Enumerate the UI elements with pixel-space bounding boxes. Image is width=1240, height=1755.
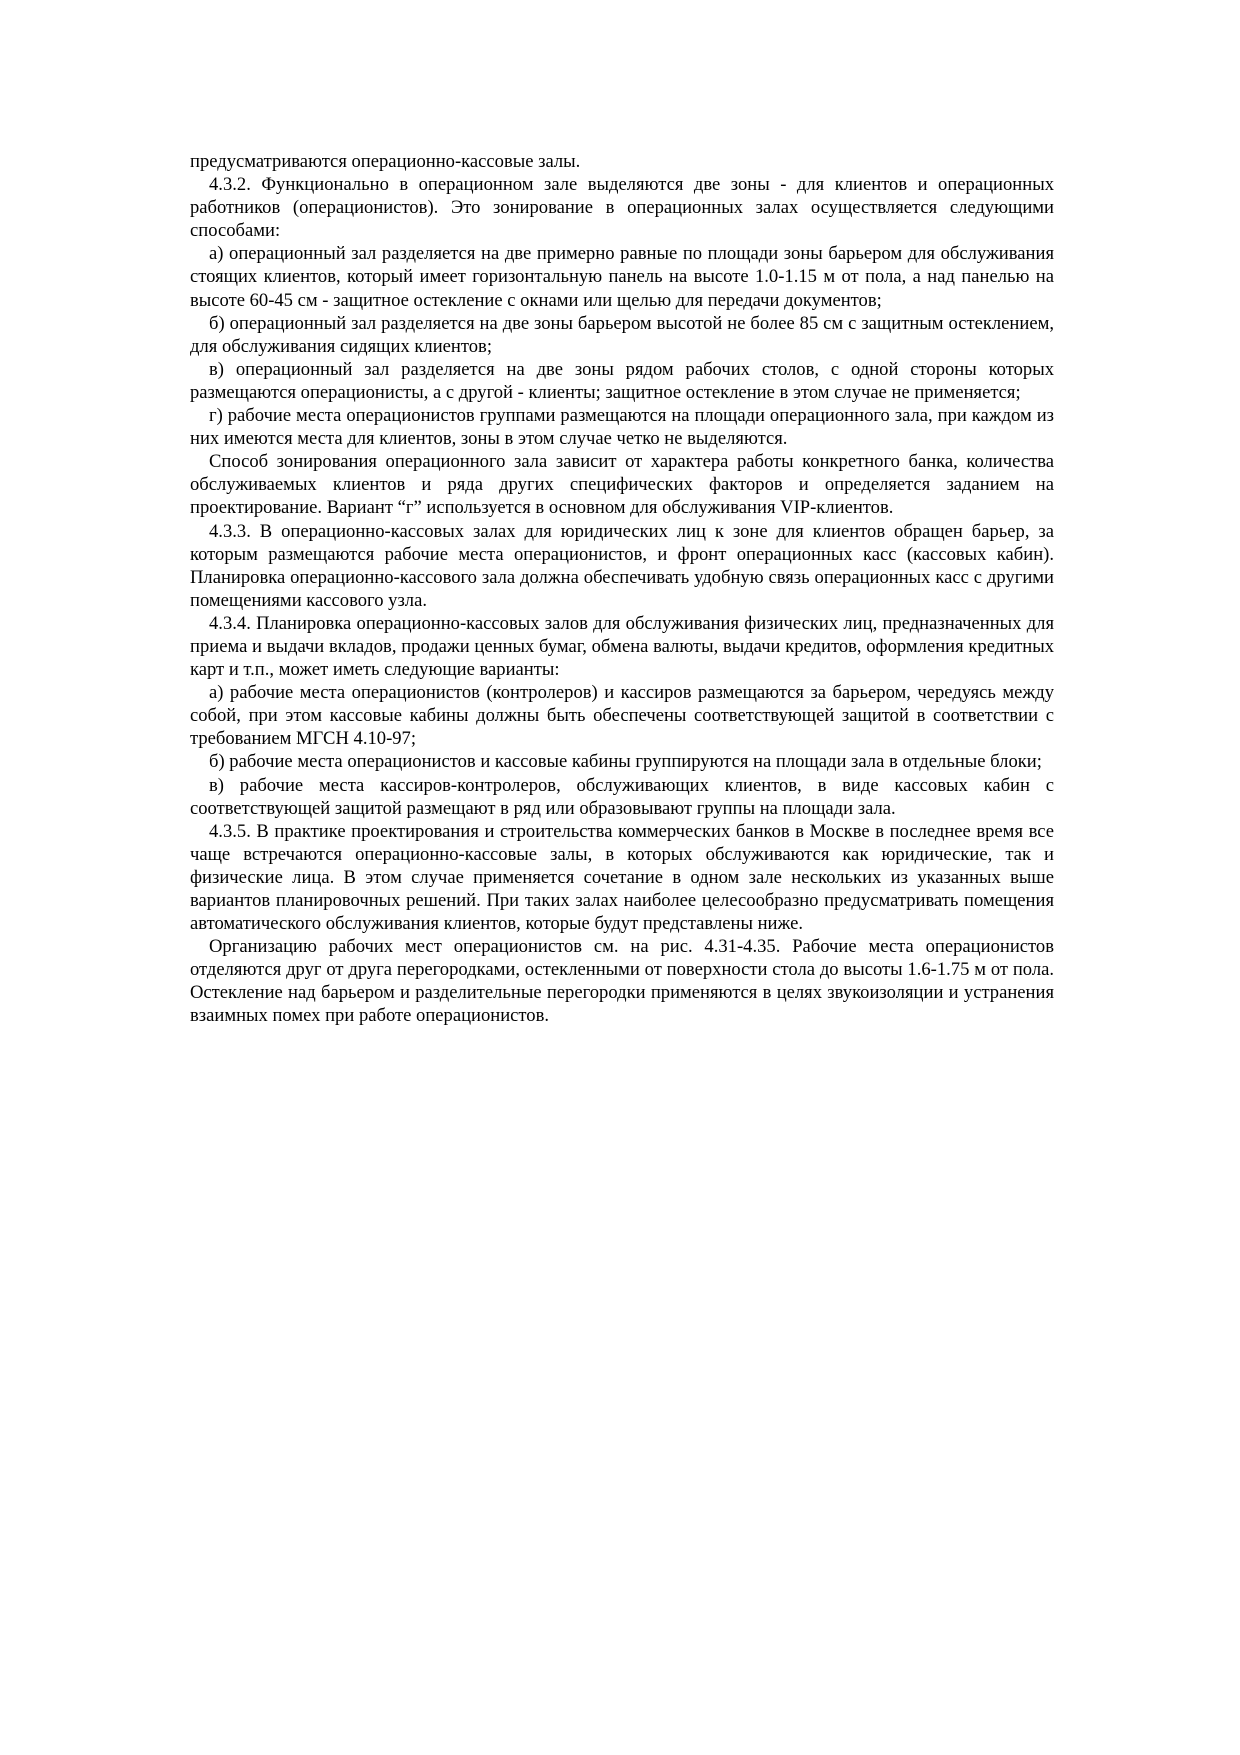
list-item-a-2: а) рабочие места операционистов (контролеров) и кассиров размещаются за барьером, чередуясь между собой, при этом кассовые кабины должны быть обеспечены соответствующей защитой в соответствии с требованием МГСН 4.10-97;	[190, 682, 1054, 750]
list-item-b-2: б) рабочие места операционистов и кассовые кабины группируются на площади зала в отдельные блоки;	[209, 751, 1042, 773]
paragraph-zoning-method: Способ зонирования операционного зала зависит от характера работы конкретного банка, количества обслуживаемых клиентов и ряда других специфических факторов и определяется заданием на проектирование. Вариант “г” используется в основном для обслуживания VIP-клиентов.	[190, 451, 1054, 519]
list-item-b: б) операционный зал разделяется на две зоны барьером высотой не более 85 см с защитным остеклением, для обслуживания сидящих клиентов;	[190, 312, 1054, 357]
list-item-v: в) операционный зал разделяется на две зоны рядом рабочих столов, с одной стороны которых размещаются операционисты, а с другой - клиенты; защитное остекление в этом случае не применяется;	[190, 358, 1054, 403]
paragraph-4-3-5: 4.3.5. В практике проектирования и строительства коммерческих банков в Москве в последнее время все чаще встречаются операционно-кассовые залы, в которых обслуживаются как юридические, так и физические лица. В этом случае применяется сочетание в одном зале нескольких из указанных выше вариантов планировочных решений. При таких залах наиболее целесообразно предусматривать помещения автоматического обслуживания клиентов, которые будут представлены ниже.	[190, 820, 1054, 935]
document-page	[190, 150, 1054, 1028]
list-item-a: а) операционный зал разделяется на две примерно равные по площади зоны барьером для обслуживания стоящих клиентов, который имеет горизонтальную панель на высоте 1.0-1.15 м от пола, а над панелью на высоте 60-45 см - защитное остекление с окнами или щелью для передачи документов;	[190, 243, 1054, 311]
paragraph-4-3-4: 4.3.4. Планировка операционно-кассовых залов для обслуживания физических лиц, предназначенных для приема и выдачи вкладов, продажи ценных бумаг, обмена валюты, выдачи кредитов, оформления кредитных карт и т.п., может иметь следующие варианты:	[190, 612, 1054, 681]
list-item-g: г) рабочие места операционистов группами размещаются на площади операционного зала, при каждом из них имеются места для клиентов, зоны в этом случае четко не выделяются.	[190, 405, 1054, 450]
paragraph-4-3-3: 4.3.3. В операционно-кассовых залах для юридических лиц к зоне для клиентов обращен барьер, за которым размещаются рабочие места операционистов, и фронт операционных касс (кассовых кабин). Планировка операционно-кассового зала должна обеспечивать удобную связь операционных касс с другими помещениями кассового узла.	[190, 520, 1054, 611]
paragraph-continuation: предусматриваются операционно-кассовые залы.	[190, 151, 581, 172]
list-item-v-2: в) рабочие места кассиров-контролеров, обслуживающих клиентов, в виде кассовых кабин с соответствующей защитой размещают в ряд или образовывают группы на площади зала.	[190, 774, 1054, 819]
paragraph-4-3-2: 4.3.2. Функционально в операционном зале выделяются две зоны - для клиентов и операционных работников (операционистов). Это зонирование в операционных залах осуществляется следующими способами:	[190, 174, 1054, 242]
paragraph-workplaces: Организацию рабочих мест операционистов см. на рис. 4.31-4.35. Рабочие места операционистов отделяются друг от друга перегородками, остекленными от поверхности стола до высоты 1.6-1.75 м от пола. Остекление над барьером и разделительные перегородки применяются в целях звукоизоляции и устранения взаимных помех при работе операционистов.	[190, 936, 1054, 1027]
